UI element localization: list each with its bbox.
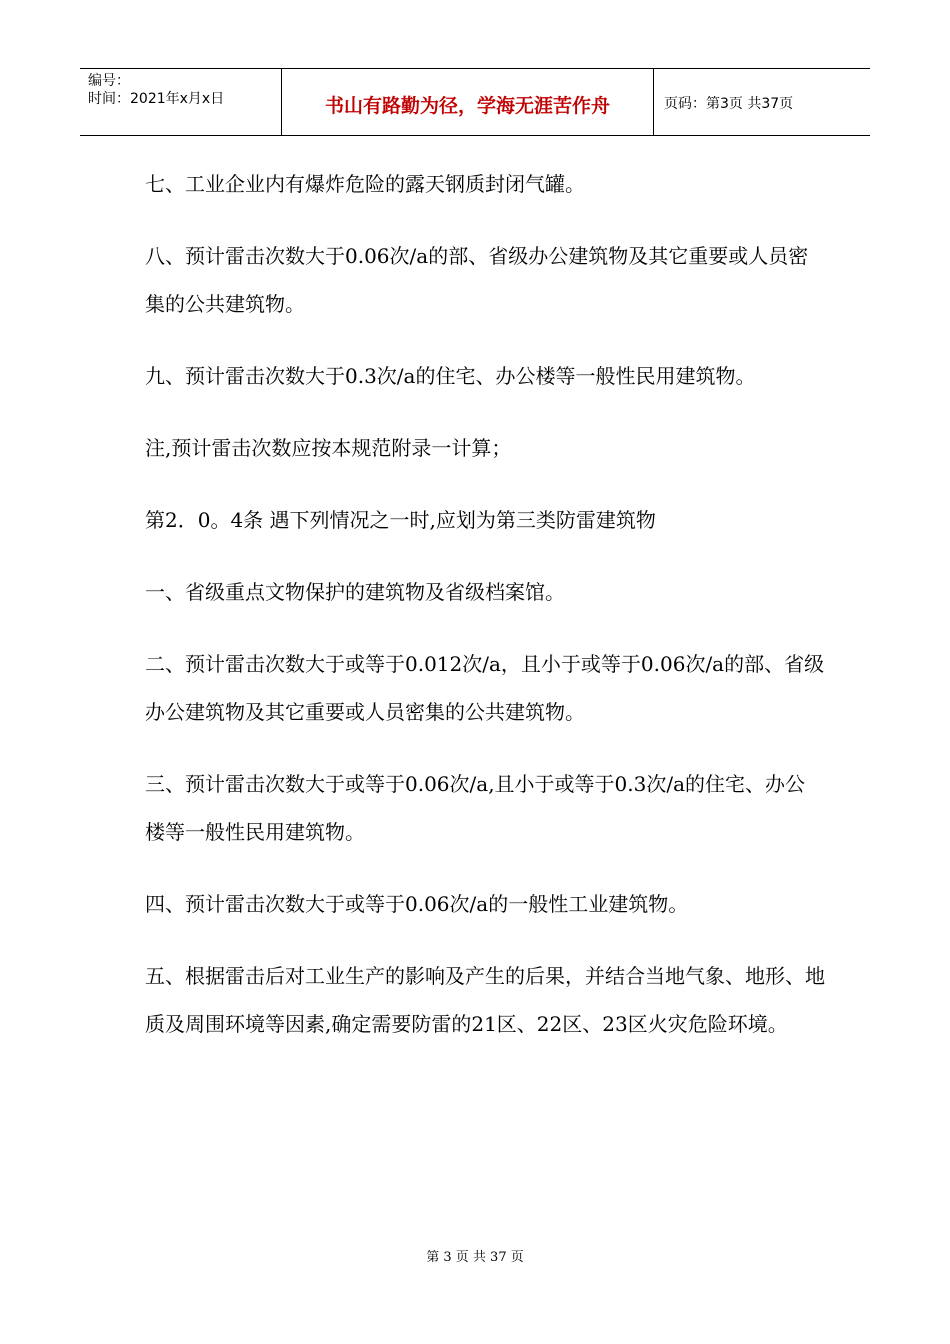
page-footer: 第 3 页 共 37 页	[426, 1250, 524, 1265]
paragraph-3: 三、预计雷击次数大于或等于0.06次/a,且小于或等于0.3次/a的住宅、办公楼等一般性民用建筑物。	[145, 772, 806, 844]
paragraph-4: 四、预计雷击次数大于或等于0.06次/a的一般性工业建筑物。	[145, 892, 689, 916]
paragraph-5: 五、根据雷击后对工业生产的影响及产生的后果，并结合当地气象、地形、地质及周围环境等因素,确定需要防雷的21区、22区、23区火灾危险环境。	[145, 964, 825, 1036]
page-header	[80, 68, 870, 136]
document-date: 时间：2021年x月x日	[88, 91, 225, 107]
paragraph-2: 二、预计雷击次数大于或等于0.012次/a，且小于或等于0.06次/a的部、省级办公建筑物及其它重要或人员密集的公共建筑物。	[145, 652, 825, 724]
article-heading: 第2．0。4条 遇下列情况之一时,应划为第三类防雷建筑物	[145, 508, 656, 532]
paragraph-8: 八、预计雷击次数大于0.06次/a的部、省级办公建筑物及其它重要或人员密集的公共建筑物。	[145, 244, 809, 316]
note-paragraph: 注,预计雷击次数应按本规范附录一计算；	[145, 436, 512, 460]
paragraph-7: 七、工业企业内有爆炸危险的露天钢质封闭气罐。	[145, 172, 585, 196]
document-number-label: 编号：	[88, 73, 130, 89]
header-meta	[80, 69, 282, 135]
paragraph-9: 九、预计雷击次数大于0.3次/a的住宅、办公楼等一般性民用建筑物。	[145, 364, 756, 388]
paragraph-1: 一、省级重点文物保护的建筑物及省级档案馆。	[145, 580, 565, 604]
document-body	[145, 160, 825, 1048]
header-motto: 书山有路勤为径，学海无涯苦作舟	[282, 69, 654, 135]
header-page-info: 页码：第3页 共37页	[664, 96, 794, 112]
